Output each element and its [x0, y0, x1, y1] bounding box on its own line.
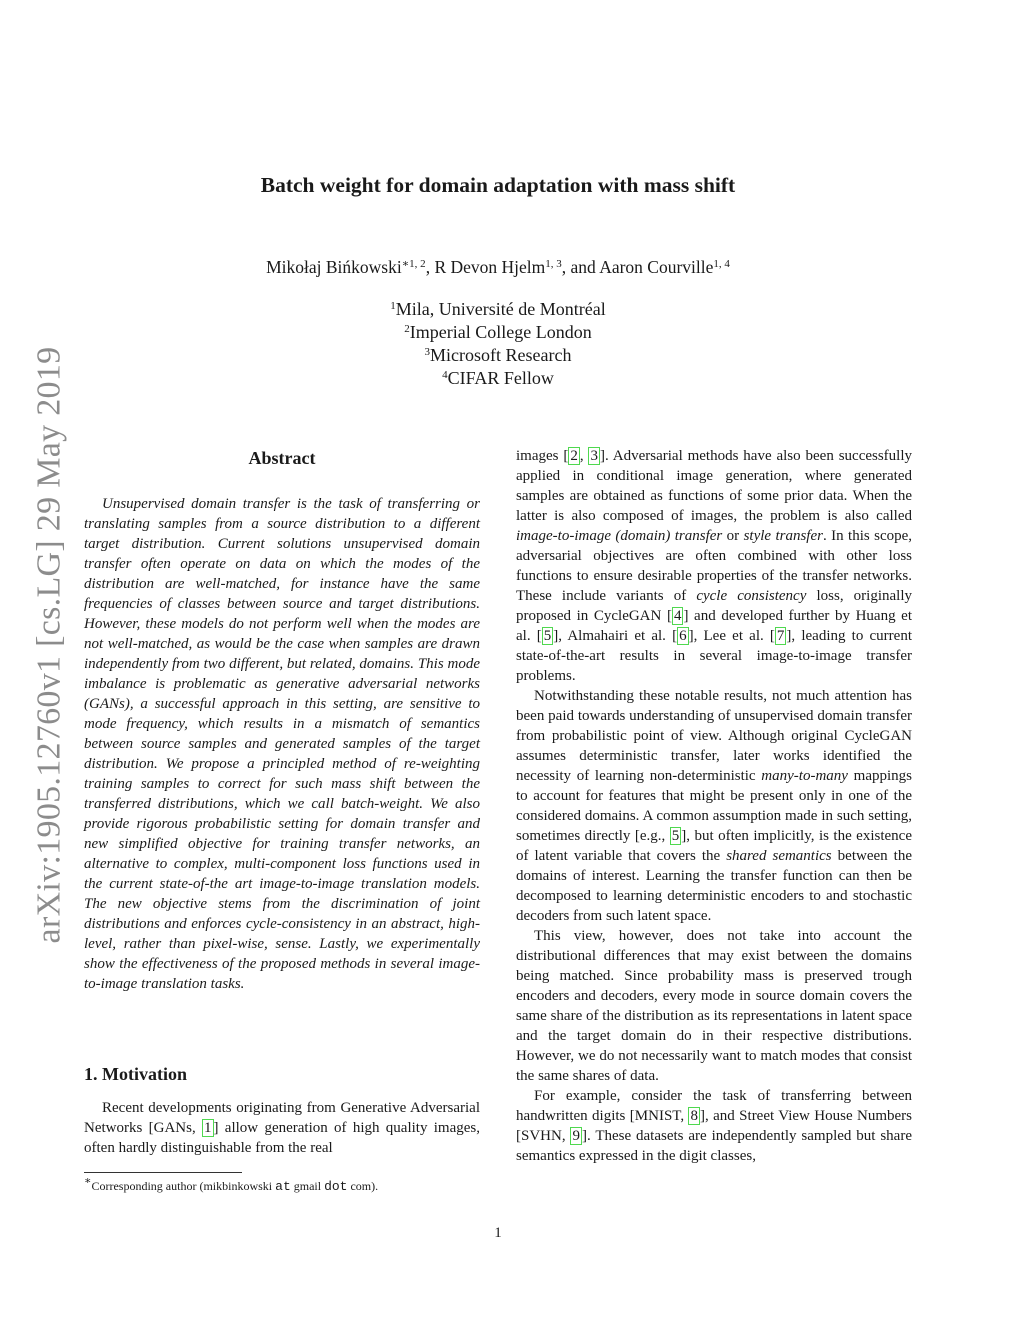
citation-link[interactable]: 3: [590, 448, 598, 464]
section-heading-motivation: 1. Motivation: [84, 1064, 187, 1084]
citation-link[interactable]: 6: [679, 628, 687, 644]
body-paragraph: images [ 2 , 3 ]. Adversarial methods have also been successfully applied in conditional image generation, where generated samples are obtained as functions of some prior data. When the latter is also composed of images, the problem is also called image-to-image (domain) transfer or style transfer. In this scope, adversarial objectives are often combined with other loss functions to ensure desirable properties of the transfer networks. These include variants of cycle consistency loss, originally proposed in CycleGAN [ 4 ] and developed further by Huang et al. [ 5 ], Almahairi et al. [ 6 ], Lee et al. [ 7 ], leading to current state-of-the-art results in several image-to-image transfer problems.: [516, 448, 913, 684]
affiliation-number: 4: [442, 369, 448, 381]
abstract-heading: Abstract: [248, 448, 316, 468]
affiliation-name: Imperial College London: [409, 322, 592, 342]
author-affil-sup: 1, 4: [713, 258, 730, 270]
footnote: ∗Corresponding author (mikbinkowski at gmail dot com).: [84, 1175, 379, 1194]
affiliation: [0, 321, 996, 344]
author-separator: ,: [425, 257, 435, 277]
affiliation-name: Mila, Université de Montréal: [395, 299, 606, 319]
citation-link[interactable]: 5: [543, 628, 552, 644]
arxiv-stamp-text: arXiv:1905.12760v1 [cs.LG] 29 May 2019: [30, 346, 67, 944]
affiliation-name: CIFAR Fellow: [447, 368, 554, 388]
citation-link[interactable]: 2: [570, 448, 578, 464]
affiliation-number: 3: [424, 346, 431, 358]
body-paragraph: Notwithstanding these notable results, not much attention has been paid towards understanding of unsupervised domain transfer from probabilistic point of view. Although original CycleGAN assumes deterministic transfer, later works identified the necessity of learning non-deterministic many-to-many mappings to account for features that might be present only in one of the considered domains. A common assumption made in such setting, sometimes directly [e.g., 5 ], but often implicitly, is the existence of latent variable that covers the shared semantics between the domains of interest. Learning the transfer function can then be decomposed to learning deterministic encoders to and stochastic decoders from such latent space.: [516, 688, 912, 924]
body-paragraph: This view, however, does not take into account the distributional differences that may exist between the domains being matched. Since probability mass is preserved trough encoders and decoders, every mode in source domain covers the same share of the distribution as its representations in latent space and the target domain do in their respective distributions. However, we do not necessarily want to match modes that consist the same shares of data.: [516, 928, 912, 1084]
citation-link[interactable]: 9: [572, 1128, 580, 1144]
citation-link[interactable]: 8: [690, 1108, 698, 1124]
footnote-rule: [84, 1172, 242, 1173]
citation-link[interactable]: 1: [204, 1120, 212, 1136]
author-list: [0, 257, 996, 278]
citation-link[interactable]: 5: [671, 828, 680, 844]
author-affil-sup: 1, 3: [545, 258, 562, 270]
author-name: Mikołaj Bińkowski: [266, 257, 402, 277]
motivation-paragraph: Recent developments originating from Generative Adversarial Networks [GANs, 1 ] allow generation of high quality images, often hardly distinguishable from the real: [84, 1100, 481, 1156]
citation-link[interactable]: 4: [673, 608, 682, 624]
author-separator: , and: [561, 257, 600, 277]
author-name: Aaron Courville: [599, 257, 714, 277]
right-column: [516, 446, 912, 1166]
author-affil-sup: ∗1, 2: [401, 258, 426, 270]
affiliation-name: Microsoft Research: [430, 345, 572, 365]
body-paragraph: For example, consider the task of transferring between handwritten digits [MNIST, 8 ], and Street View House Numbers [SVHN, 9 ]. These datasets are independently sampled but share semantics expressed in the digit classes,: [516, 1088, 912, 1164]
affiliation: [0, 298, 996, 321]
affiliation-number: 2: [404, 323, 410, 335]
page-number: 1: [494, 1225, 502, 1241]
paper-title: Batch weight for domain adaptation with mass shift: [260, 173, 736, 197]
affiliation-number: 1: [390, 300, 396, 312]
affiliation-list: [0, 298, 996, 390]
footnote-mark: ∗: [84, 1175, 92, 1187]
affiliation: [0, 344, 996, 367]
author-name: R Devon Hjelm: [434, 257, 546, 277]
left-column: [84, 446, 480, 1158]
affiliation: [0, 367, 996, 390]
abstract-text: Unsupervised domain transfer is the task of transferring or translating samples from a source distribution to a different target distribution. Current solutions unsupervised domain transfer often operate on data on which the modes of the distribution are well-matched, for instance have the same frequencies of classes between source and target distributions. However, these models do not perform well when the modes are not well-matched, as would be the case when samples are drawn independently from two different, but related, domains. This mode imbalance is problematic as generative adversarial networks (GANs), a successful approach in this setting, are sensitive to mode frequency, which results in a mismatch of semantics between source samples and generated samples of the target distribution. We propose a principled method of re-weighting training samples to correct for such mass shift between the transferred distributions, which we call batch-weight. We also provide rigorous probabilistic setting for domain transfer and new simplified objective for training transfer networks, an alternative to complex, multi-component loss functions used in the current state-of-the art image-to-image translation models. The new objective stems from the discrimination of joint distributions and enforces cycle-consistency in an abstract, high-level, rather than pixel-wise, sense. Lastly, we experimentally show the effectiveness of the proposed methods in several image-to-image translation tasks.: [84, 496, 480, 992]
arxiv-stamp: [22, 345, 76, 945]
citation-link[interactable]: 7: [776, 628, 785, 644]
